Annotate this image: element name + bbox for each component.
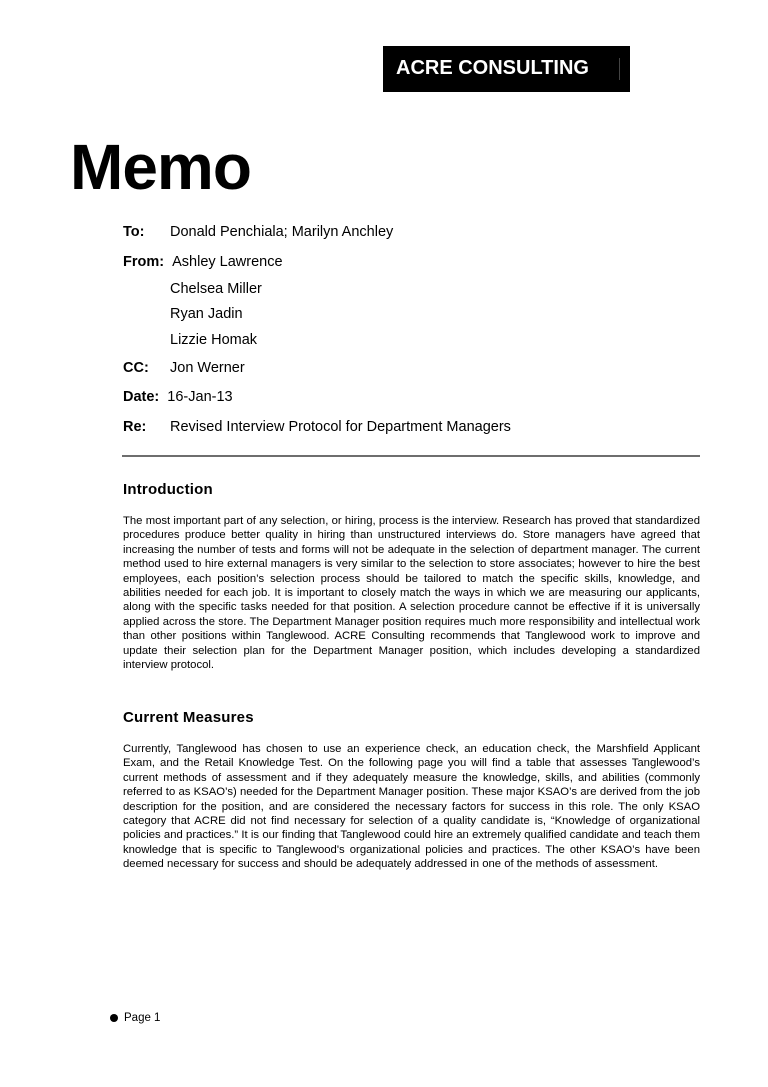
page-number: Page 1 <box>124 1012 161 1024</box>
section-heading-introduction: Introduction <box>123 481 213 498</box>
date-value: 16-Jan-13 <box>167 389 233 405</box>
section-heading-current-measures: Current Measures <box>123 709 254 726</box>
from-value: Chelsea Miller <box>170 281 262 297</box>
date-label: Date: <box>123 389 160 405</box>
brand-banner <box>383 46 630 92</box>
re-label: Re: <box>123 419 147 435</box>
bullet-icon <box>110 1014 118 1022</box>
brand-name: ACRE CONSULTING <box>396 57 589 79</box>
memo-from-row <box>123 253 283 271</box>
memo-date-row <box>123 388 233 406</box>
page-footer <box>110 1012 160 1024</box>
cc-value: Jon Werner <box>170 360 245 376</box>
memo-cc-row <box>123 359 245 377</box>
section-body-current-measures: Currently, Tanglewood has chosen to use an experience check, an education check, the Marshfield Applicant Exam, and the Retail Knowledge Test. On the following page you will find a table that assesses Tanglewood’s current methods of assessment and if they adequately measure the knowledge, skills, and abilities (commonly referred to as KSAO’s) needed for the Department Manager position. These major KSAO’s are derived from the job description for the position, and are considered the necessary factors for success in this role. The only KSAO category that ACRE did not find necessary for selection of a quality candidate is, “Knowledge of organizational policies and practices.” It is our finding that Tanglewood could hire an extremely qualified candidate and teach them knowledge that is specific to Tanglewood's organizational policies and practices. The other KSAO’s have been deemed necessary for success and should be adequately addressed in one of the methods of assessment. <box>123 743 700 871</box>
from-value: Lizzie Homak <box>170 332 258 348</box>
section-body-introduction: The most important part of any selection, or hiring, process is the interview. Research has proved that standardized procedures produce better quality in hiring than unstructured interviews do. Store managers have agreed that increasing the number of tests and forms will not be adequate in the selection of department manager. The current method used to hire external managers is very similar to the selection to store associates; however to hire the best employees, each position’s selection process should be tailored to match the specific skills, knowledge, and abilities needed for each job. It is important to closely match the ways in which we are measuring our applicants, along with the specific tasks needed for that position. A selection procedure cannot be effective if it is universally applied across the store. The Department Manager position requires much more responsibility and intellectual work than other positions within Tanglewood. ACRE Consulting recommends that Tanglewood work to improve and update their selection plan for the Department Manager position, which includes developing a standardized interview protocol. <box>123 515 700 672</box>
from-value: Ashley Lawrence <box>172 254 283 270</box>
memo-re-row <box>123 418 511 436</box>
re-value: Revised Interview Protocol for Department Managers <box>170 419 511 435</box>
page-title: Memo <box>70 131 251 203</box>
to-label: To: <box>123 224 145 240</box>
to-value: Donald Penchiala; Marilyn Anchley <box>170 224 394 240</box>
header-divider <box>122 455 700 457</box>
cc-label: CC: <box>123 360 149 376</box>
from-value: Ryan Jadin <box>170 306 243 322</box>
memo-to-row <box>123 223 394 241</box>
from-label: From: <box>123 254 165 270</box>
